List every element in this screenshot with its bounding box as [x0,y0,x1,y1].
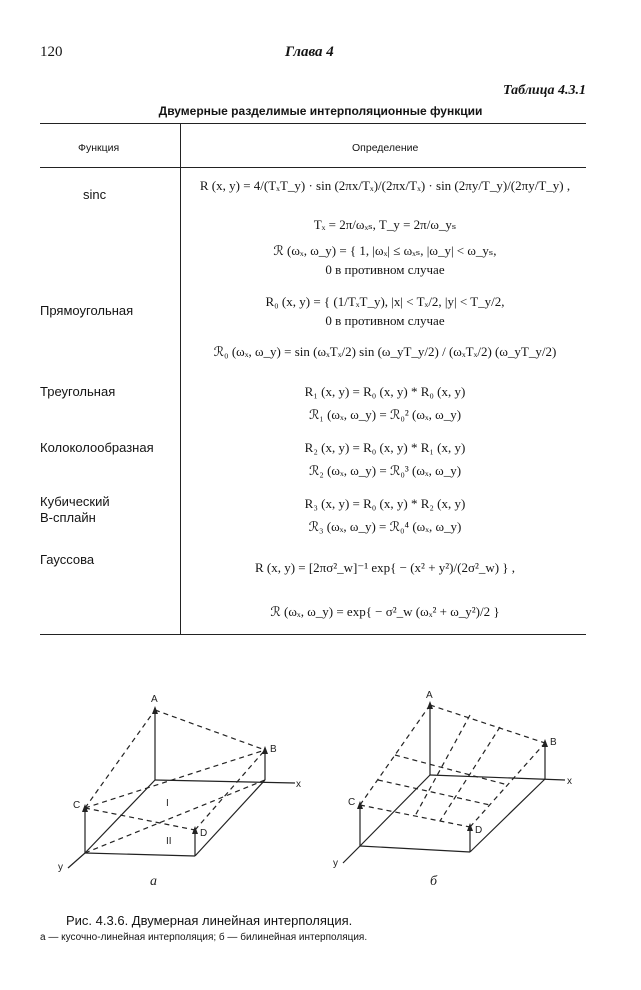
label-a-A: A [151,694,158,705]
definition-rect-line-2: 0 в противном случае [325,313,445,328]
label-a-C: C [73,800,81,811]
definition-tri-line-2: ℛ₁ (ωₓ, ω_y) = ℛ₀² (ωₓ, ω_y) [308,407,462,422]
definition-rect-line-3: ℛ₀ (ωₓ, ω_y) = sin (ωₓTₓ/2) sin (ω_yT_y/2) / (ωₓTₓ/2) (ω_yT_y/2) [213,344,557,359]
figure-legend: а — кусочно-линейная интерполяция; б — билинейная интерполяция. [40,932,368,943]
definition-bell-line-1: R₂ (x, y) = R₀ (x, y) * R₁ (x, y) [304,440,466,455]
label-b-B: B [550,737,557,748]
definition-gauss-line-2: ℛ (ωₓ, ω_y) = exp{ − σ²_w (ωₓ² + ω_y²)/2 } [270,604,500,619]
grid-b-3 [415,715,470,816]
grid-b-2 [378,780,490,805]
page-number: 120 [40,44,63,60]
axis-a-y [68,853,85,868]
label-b-D: D [475,825,483,836]
function-name-rectangular: Прямоугольная [40,303,134,318]
table-bottom-rule [40,634,586,635]
grid-b-4 [440,727,500,821]
edge-b-left-base [360,775,430,846]
edge-b-CD [360,805,470,827]
diag-a-base [85,780,265,853]
function-name-triangular: Треугольная [40,384,116,399]
label-b-x: x [567,776,572,787]
edge-a-CA [85,710,155,808]
label-b-A: A [426,690,433,701]
label-a-D: D [200,828,208,839]
definition-cubic-line-1: R₃ (x, y) = R₀ (x, y) * R₂ (x, y) [304,496,466,511]
edge-a-CD [85,808,195,830]
chapter-title: Глава 4 [285,44,334,60]
edge-b-DB [470,743,545,827]
edge-a-AB [155,710,265,750]
grid-b-1 [395,755,508,785]
function-name-gaussian: Гауссова [40,552,95,567]
definition-sinc-line-1 [195,178,575,194]
arrow-b-A [427,701,433,709]
figure-caption: Рис. 4.3.6. Двумерная линейная интерполяция. [66,913,353,928]
definition-sinc-line-4: 0 в противном случае [325,262,445,277]
table-top-rule [40,123,586,124]
sublabel-a: а [150,874,157,889]
column-header-function: Функция [78,142,120,154]
arrow-a-A [152,706,158,714]
function-name-sinc: sinc [83,187,107,202]
label-b-C: C [348,797,356,808]
diagram-b [343,705,565,863]
axis-a-x [155,780,295,783]
arrow-a-B [262,746,268,754]
edge-a-left-base [85,780,155,853]
definition-sinc-line-2: Tₓ = 2π/ωₓₛ, T_y = 2π/ω_yₛ [313,217,457,232]
column-header-definition: Определение [352,142,419,154]
definition-gauss-line-1: R (x, y) = [2πσ²_w]⁻¹ exp{ − (x² + y²)/(2σ²_w) } , [254,560,516,575]
label-a-region-I: I [166,798,169,809]
table-title: Двумерные разделимые интерполяционные функции [158,104,483,118]
edge-a-front [85,853,195,856]
interpolation-figure [0,680,641,910]
label-a-y: y [58,862,63,873]
label-b-y: y [333,858,338,869]
definition-text: R (x, y) = 4/(TₓT_y) · sin (2πx/Tₓ)/(2πx/Tₓ) · sin (2πy/T_y)/(2πy/T_y) , [199,178,571,193]
sublabel-b: б [430,874,438,889]
label-a-x: x [296,779,301,790]
edge-a-right [195,780,265,856]
function-name-cubic [40,494,110,526]
definition-sinc-line-3: ℛ (ωₓ, ω_y) = { 1, |ωₓ| ≤ ωₓₛ, |ω_y| < ω_yₛ, [273,243,497,258]
function-name-cubic-line-2: B-сплайн [40,510,96,525]
diagram-a [68,710,295,868]
arrow-b-B [542,739,548,747]
edge-b-front [360,846,470,852]
edge-a-CB [85,750,265,808]
edge-b-right [470,779,545,852]
definition-cubic-line-2: ℛ₃ (ωₓ, ω_y) = ℛ₀⁴ (ωₓ, ω_y) [308,519,462,534]
label-a-region-II: II [166,836,172,847]
function-name-bell: Колоколообразная [40,440,154,455]
edge-b-AB [430,705,545,743]
definition-bell-line-2: ℛ₂ (ωₓ, ω_y) = ℛ₀³ (ωₓ, ω_y) [308,463,462,478]
label-a-B: B [270,744,277,755]
function-name-cubic-line-1: Кубический [40,494,110,509]
table-label: Таблица 4.3.1 [503,83,586,98]
axis-b-y [343,846,360,863]
table-column-divider [180,124,181,635]
table-header-rule [40,167,586,168]
definition-tri-line-1: R₁ (x, y) = R₀ (x, y) * R₀ (x, y) [304,384,466,399]
definition-rect-line-1: R₀ (x, y) = { (1/TₓT_y), |x| < Tₓ/2, |y| < T_y/2, [265,294,505,309]
